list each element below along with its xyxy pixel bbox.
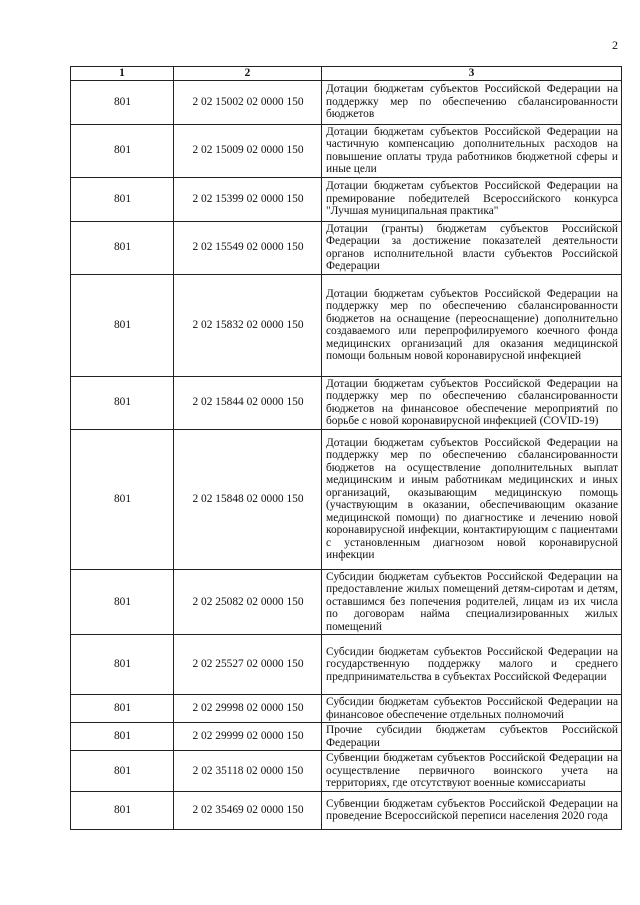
table-row: [71, 695, 622, 723]
column-header-2: 2: [174, 67, 322, 81]
revenue-code-cell: 2 02 29998 02 0000 150: [174, 695, 322, 723]
revenue-description-cell: Дотации бюджетам субъектов Российской Федерации на поддержку мер по обеспечению сбалансированности бюджетов на финансовое обеспечение мероприятий по борьбе с новой коронавирусной инфекцией (COVID-19): [322, 376, 622, 429]
table-row: [71, 124, 622, 177]
admin-code-cell: 801: [71, 695, 174, 723]
revenue-code-cell: 2 02 15009 02 0000 150: [174, 124, 322, 177]
revenue-code-cell: 2 02 25082 02 0000 150: [174, 569, 322, 635]
admin-code-cell: 801: [71, 221, 174, 274]
revenue-description-cell: Субвенции бюджетам субъектов Российской Федерации на проведение Всероссийской переписи населения 2020 года: [322, 791, 622, 829]
revenue-code-cell: 2 02 29999 02 0000 150: [174, 723, 322, 751]
revenue-description-cell: Дотации бюджетам субъектов Российской Федерации на поддержку мер по обеспечению сбалансированности бюджетов на осуществление дополнительных выплат медицинским и иным работникам медицинских и иных организаций, оказывающим медицинскую помощь (участвующим в оказании, обеспечивающим оказание медицинской помощи) по диагностике и лечению новой коронавирусной инфекции, контактирующим с пациентами с установленным диагнозом новой коронавирусной инфекции: [322, 429, 622, 569]
revenue-description-cell: Прочие субсидии бюджетам субъектов Российской Федерации: [322, 723, 622, 751]
table-row: [71, 221, 622, 274]
admin-code-cell: 801: [71, 791, 174, 829]
table-row: [71, 635, 622, 695]
admin-code-cell: 801: [71, 80, 174, 124]
table-row: [71, 177, 622, 221]
revenue-code-cell: 2 02 25527 02 0000 150: [174, 635, 322, 695]
admin-code-cell: 801: [71, 274, 174, 376]
table-row: [71, 274, 622, 376]
admin-code-cell: 801: [71, 177, 174, 221]
revenue-description-cell: Субсидии бюджетам субъектов Российской Федерации на предоставление жилых помещений детям-сиротам и детям, оставшимся без попечения родителей, лицам из их числа по договорам найма специализированных жилых помещений: [322, 569, 622, 635]
admin-code-cell: 801: [71, 124, 174, 177]
page-number: 2: [612, 38, 618, 52]
admin-code-cell: 801: [71, 635, 174, 695]
revenue-code-cell: 2 02 15549 02 0000 150: [174, 221, 322, 274]
table-row: [71, 429, 622, 569]
revenue-code-cell: 2 02 15399 02 0000 150: [174, 177, 322, 221]
revenue-description-cell: Субсидии бюджетам субъектов Российской Федерации на государственную поддержку малого и среднего предпринимательства в субъектах Российской Федерации: [322, 635, 622, 695]
table-header-row: [71, 67, 622, 81]
revenue-code-cell: 2 02 15002 02 0000 150: [174, 80, 322, 124]
table-row: [71, 751, 622, 792]
revenue-code-cell: 2 02 35118 02 0000 150: [174, 751, 322, 792]
admin-code-cell: 801: [71, 751, 174, 792]
column-header-1: 1: [71, 67, 174, 81]
revenue-description-cell: Дотации бюджетам субъектов Российской Федерации на частичную компенсацию дополнительных расходов на повышение оплаты труда работников бюджетной сферы и иные цели: [322, 124, 622, 177]
revenue-description-cell: Дотации (гранты) бюджетам субъектов Российской Федерации за достижение показателей деятельности органов исполнительной власти субъектов Российской Федерации: [322, 221, 622, 274]
admin-code-cell: 801: [71, 723, 174, 751]
revenue-code-cell: 2 02 35469 02 0000 150: [174, 791, 322, 829]
table-row: [71, 723, 622, 751]
admin-code-cell: 801: [71, 429, 174, 569]
revenue-description-cell: Дотации бюджетам субъектов Российской Федерации на премирование победителей Всероссийского конкурса "Лучшая муниципальная практика": [322, 177, 622, 221]
table-row: [71, 791, 622, 829]
revenue-code-cell: 2 02 15844 02 0000 150: [174, 376, 322, 429]
column-header-3: 3: [322, 67, 622, 81]
table-row: [71, 376, 622, 429]
revenue-code-cell: 2 02 15832 02 0000 150: [174, 274, 322, 376]
revenue-description-cell: Дотации бюджетам субъектов Российской Федерации на поддержку мер по обеспечению сбалансированности бюджетов на оснащение (переоснащение) дополнительно создаваемого или перепрофилируемого коечного фонда медицинских организаций для оказания медицинской помощи больным новой коронавирусной инфекцией: [322, 274, 622, 376]
table-row: [71, 80, 622, 124]
table-row: [71, 569, 622, 635]
admin-code-cell: 801: [71, 569, 174, 635]
revenue-description-cell: Дотации бюджетам субъектов Российской Федерации на поддержку мер по обеспечению сбалансированности бюджетов: [322, 80, 622, 124]
revenue-description-cell: Субсидии бюджетам субъектов Российской Федерации на финансовое обеспечение отдельных полномочий: [322, 695, 622, 723]
revenue-description-cell: Субвенции бюджетам субъектов Российской Федерации на осуществление первичного воинского учета на территориях, где отсутствуют военные комиссариаты: [322, 751, 622, 792]
revenue-code-cell: 2 02 15848 02 0000 150: [174, 429, 322, 569]
admin-code-cell: 801: [71, 376, 174, 429]
budget-revenue-table: [70, 66, 622, 830]
